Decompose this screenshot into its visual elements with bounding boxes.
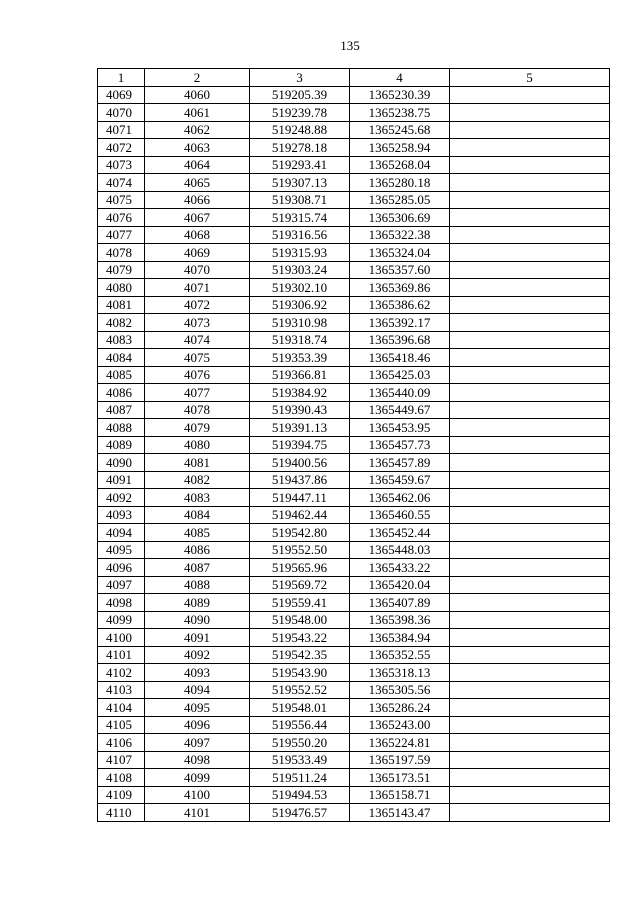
table-cell-col-5 [450, 191, 610, 209]
table-cell-col-1: 4069 [98, 86, 145, 104]
table-row [98, 104, 610, 122]
table-cell-col-3: 519565.96 [250, 559, 350, 577]
page-number: 135 [340, 38, 360, 53]
table-cell-col-4: 1365420.04 [350, 576, 450, 594]
table-row [98, 506, 610, 524]
column-header-2: 2 [145, 69, 250, 87]
table-cell-col-3: 519315.93 [250, 244, 350, 262]
table-cell-col-3: 519390.43 [250, 401, 350, 419]
table-row [98, 559, 610, 577]
table-row [98, 296, 610, 314]
column-header-3: 3 [250, 69, 350, 87]
table-cell-col-5 [450, 156, 610, 174]
table-cell-col-4: 1365440.09 [350, 384, 450, 402]
table-cell-col-1: 4095 [98, 541, 145, 559]
table-cell-col-5 [450, 664, 610, 682]
table-cell-col-2: 4079 [145, 419, 250, 437]
header-row [98, 69, 610, 87]
table-row [98, 524, 610, 542]
table-cell-col-2: 4076 [145, 366, 250, 384]
table-row [98, 121, 610, 139]
table-cell-col-4: 1365280.18 [350, 174, 450, 192]
table-cell-col-5 [450, 751, 610, 769]
table-cell-col-3: 519366.81 [250, 366, 350, 384]
table-cell-col-4: 1365459.67 [350, 471, 450, 489]
table-row [98, 314, 610, 332]
table-cell-col-4: 1365245.68 [350, 121, 450, 139]
table-cell-col-4: 1365357.60 [350, 261, 450, 279]
table-cell-col-4: 1365392.17 [350, 314, 450, 332]
table-cell-col-4: 1365243.00 [350, 716, 450, 734]
table-row [98, 769, 610, 787]
table-cell-col-1: 4108 [98, 769, 145, 787]
table-row [98, 139, 610, 157]
table-cell-col-2: 4087 [145, 559, 250, 577]
table-cell-col-3: 519476.57 [250, 804, 350, 822]
table-cell-col-2: 4101 [145, 804, 250, 822]
table-cell-col-4: 1365158.71 [350, 786, 450, 804]
table-cell-col-4: 1365369.86 [350, 279, 450, 297]
table-cell-col-1: 4081 [98, 296, 145, 314]
table-cell-col-5 [450, 506, 610, 524]
table-cell-col-1: 4082 [98, 314, 145, 332]
table-cell-col-1: 4094 [98, 524, 145, 542]
table-cell-col-2: 4078 [145, 401, 250, 419]
table-cell-col-3: 519569.72 [250, 576, 350, 594]
table-cell-col-2: 4060 [145, 86, 250, 104]
table-cell-col-2: 4068 [145, 226, 250, 244]
table-cell-col-3: 519293.41 [250, 156, 350, 174]
table-cell-col-3: 519318.74 [250, 331, 350, 349]
table-cell-col-4: 1365305.56 [350, 681, 450, 699]
table-cell-col-5 [450, 121, 610, 139]
table-row [98, 664, 610, 682]
table-cell-col-1: 4104 [98, 699, 145, 717]
table-cell-col-1: 4083 [98, 331, 145, 349]
table-cell-col-5 [450, 769, 610, 787]
table-cell-col-2: 4081 [145, 454, 250, 472]
table-cell-col-2: 4098 [145, 751, 250, 769]
column-header-5: 5 [450, 69, 610, 87]
table-cell-col-5 [450, 331, 610, 349]
table-cell-col-4: 1365433.22 [350, 559, 450, 577]
table-cell-col-1: 4078 [98, 244, 145, 262]
table-cell-col-2: 4072 [145, 296, 250, 314]
table-cell-col-5 [450, 681, 610, 699]
table-cell-col-3: 519542.35 [250, 646, 350, 664]
table-row [98, 349, 610, 367]
table-cell-col-3: 519543.22 [250, 629, 350, 647]
table-cell-col-3: 519542.80 [250, 524, 350, 542]
table-cell-col-3: 519315.74 [250, 209, 350, 227]
table-cell-col-5 [450, 104, 610, 122]
table-cell-col-2: 4075 [145, 349, 250, 367]
table-cell-col-5 [450, 174, 610, 192]
table-row [98, 244, 610, 262]
table-cell-col-4: 1365425.03 [350, 366, 450, 384]
table-cell-col-4: 1365322.38 [350, 226, 450, 244]
table-row [98, 471, 610, 489]
table-cell-col-4: 1365386.62 [350, 296, 450, 314]
table-row [98, 454, 610, 472]
table-cell-col-1: 4103 [98, 681, 145, 699]
table-cell-col-3: 519548.01 [250, 699, 350, 717]
table-cell-col-4: 1365452.44 [350, 524, 450, 542]
table-cell-col-1: 4076 [98, 209, 145, 227]
table-cell-col-3: 519248.88 [250, 121, 350, 139]
table-cell-col-4: 1365318.13 [350, 664, 450, 682]
table-cell-col-3: 519552.50 [250, 541, 350, 559]
table-row [98, 174, 610, 192]
table-row [98, 489, 610, 507]
table-cell-col-1: 4093 [98, 506, 145, 524]
table-row [98, 646, 610, 664]
table-cell-col-4: 1365448.03 [350, 541, 450, 559]
table-row [98, 541, 610, 559]
table-cell-col-5 [450, 559, 610, 577]
table-cell-col-1: 4085 [98, 366, 145, 384]
table-cell-col-5 [450, 541, 610, 559]
table-cell-col-4: 1365173.51 [350, 769, 450, 787]
table-cell-col-3: 519307.13 [250, 174, 350, 192]
table-cell-col-5 [450, 471, 610, 489]
column-header-1: 1 [98, 69, 145, 87]
table-cell-col-5 [450, 611, 610, 629]
table-cell-col-1: 4074 [98, 174, 145, 192]
table-cell-col-4: 1365143.47 [350, 804, 450, 822]
table-row [98, 226, 610, 244]
table-row [98, 331, 610, 349]
table-cell-col-1: 4106 [98, 734, 145, 752]
table-cell-col-4: 1365324.04 [350, 244, 450, 262]
table-cell-col-3: 519400.56 [250, 454, 350, 472]
table-cell-col-5 [450, 629, 610, 647]
table-cell-col-4: 1365224.81 [350, 734, 450, 752]
table-row [98, 734, 610, 752]
table-cell-col-2: 4100 [145, 786, 250, 804]
table-cell-col-3: 519384.92 [250, 384, 350, 402]
table-cell-col-1: 4110 [98, 804, 145, 822]
table-cell-col-3: 519308.71 [250, 191, 350, 209]
table-cell-col-1: 4070 [98, 104, 145, 122]
table-cell-col-5 [450, 279, 610, 297]
table-cell-col-1: 4073 [98, 156, 145, 174]
table-cell-col-5 [450, 454, 610, 472]
table-cell-col-4: 1365449.67 [350, 401, 450, 419]
table-row [98, 209, 610, 227]
table-cell-col-3: 519447.11 [250, 489, 350, 507]
table-cell-col-1: 4092 [98, 489, 145, 507]
table-cell-col-1: 4105 [98, 716, 145, 734]
table-cell-col-2: 4089 [145, 594, 250, 612]
table-cell-col-1: 4086 [98, 384, 145, 402]
table-row [98, 629, 610, 647]
table-cell-col-5 [450, 86, 610, 104]
table-cell-col-5 [450, 786, 610, 804]
table-cell-col-4: 1365384.94 [350, 629, 450, 647]
table-cell-col-4: 1365457.73 [350, 436, 450, 454]
table-cell-col-2: 4074 [145, 331, 250, 349]
table-cell-col-1: 4107 [98, 751, 145, 769]
table-cell-col-2: 4064 [145, 156, 250, 174]
table-row [98, 384, 610, 402]
table-cell-col-5 [450, 576, 610, 594]
table-cell-col-1: 4101 [98, 646, 145, 664]
table-cell-col-4: 1365197.59 [350, 751, 450, 769]
table-cell-col-5 [450, 384, 610, 402]
table-cell-col-4: 1365407.89 [350, 594, 450, 612]
table-cell-col-2: 4097 [145, 734, 250, 752]
table-cell-col-5 [450, 226, 610, 244]
table-cell-col-2: 4091 [145, 629, 250, 647]
table-cell-col-4: 1365285.05 [350, 191, 450, 209]
table-cell-col-5 [450, 296, 610, 314]
table-row [98, 611, 610, 629]
table-cell-col-5 [450, 436, 610, 454]
table-cell-col-3: 519559.41 [250, 594, 350, 612]
table-cell-col-3: 519494.53 [250, 786, 350, 804]
table-cell-col-3: 519353.39 [250, 349, 350, 367]
table-cell-col-4: 1365230.39 [350, 86, 450, 104]
table-row [98, 261, 610, 279]
table-cell-col-3: 519550.20 [250, 734, 350, 752]
table-cell-col-3: 519310.98 [250, 314, 350, 332]
table-cell-col-2: 4073 [145, 314, 250, 332]
table-cell-col-2: 4093 [145, 664, 250, 682]
table-row [98, 804, 610, 822]
table-cell-col-4: 1365457.89 [350, 454, 450, 472]
table-cell-col-1: 4100 [98, 629, 145, 647]
table-cell-col-5 [450, 699, 610, 717]
table-cell-col-1: 4109 [98, 786, 145, 804]
table-row [98, 279, 610, 297]
table-cell-col-5 [450, 366, 610, 384]
table-cell-col-4: 1365268.04 [350, 156, 450, 174]
table-cell-col-2: 4077 [145, 384, 250, 402]
table-cell-col-4: 1365453.95 [350, 419, 450, 437]
table-cell-col-5 [450, 261, 610, 279]
table-cell-col-4: 1365258.94 [350, 139, 450, 157]
table-row [98, 401, 610, 419]
table-cell-col-1: 4084 [98, 349, 145, 367]
table-cell-col-2: 4062 [145, 121, 250, 139]
table-cell-col-5 [450, 139, 610, 157]
table-cell-col-2: 4065 [145, 174, 250, 192]
table-cell-col-2: 4088 [145, 576, 250, 594]
table-cell-col-4: 1365462.06 [350, 489, 450, 507]
table-cell-col-5 [450, 716, 610, 734]
table-cell-col-4: 1365396.68 [350, 331, 450, 349]
table-cell-col-4: 1365286.24 [350, 699, 450, 717]
table-cell-col-1: 4071 [98, 121, 145, 139]
table-cell-col-1: 4088 [98, 419, 145, 437]
table-row [98, 366, 610, 384]
table-cell-col-2: 4083 [145, 489, 250, 507]
table-cell-col-5 [450, 209, 610, 227]
table-cell-col-5 [450, 314, 610, 332]
table-cell-col-3: 519205.39 [250, 86, 350, 104]
table-cell-col-5 [450, 646, 610, 664]
table-row [98, 86, 610, 104]
table-cell-col-2: 4086 [145, 541, 250, 559]
table-row [98, 436, 610, 454]
table-cell-col-3: 519552.52 [250, 681, 350, 699]
table-cell-col-4: 1365238.75 [350, 104, 450, 122]
table-cell-col-3: 519239.78 [250, 104, 350, 122]
table-row [98, 681, 610, 699]
table-row [98, 419, 610, 437]
table-cell-col-2: 4063 [145, 139, 250, 157]
table-cell-col-3: 519394.75 [250, 436, 350, 454]
table-cell-col-1: 4080 [98, 279, 145, 297]
table-cell-col-1: 4099 [98, 611, 145, 629]
coordinates-table [97, 68, 610, 822]
table-cell-col-5 [450, 349, 610, 367]
table-cell-col-1: 4079 [98, 261, 145, 279]
table-cell-col-1: 4075 [98, 191, 145, 209]
table-cell-col-1: 4098 [98, 594, 145, 612]
table-cell-col-3: 519533.49 [250, 751, 350, 769]
table-cell-col-2: 4090 [145, 611, 250, 629]
table-cell-col-2: 4067 [145, 209, 250, 227]
table-cell-col-5 [450, 734, 610, 752]
table-cell-col-1: 4091 [98, 471, 145, 489]
table-cell-col-4: 1365352.55 [350, 646, 450, 664]
table-cell-col-2: 4092 [145, 646, 250, 664]
table-row [98, 699, 610, 717]
table-cell-col-2: 4084 [145, 506, 250, 524]
table-cell-col-2: 4061 [145, 104, 250, 122]
table-cell-col-4: 1365460.55 [350, 506, 450, 524]
table-cell-col-2: 4085 [145, 524, 250, 542]
table-cell-col-5 [450, 419, 610, 437]
table-cell-col-3: 519302.10 [250, 279, 350, 297]
table-cell-col-3: 519316.56 [250, 226, 350, 244]
table-cell-col-1: 4096 [98, 559, 145, 577]
table-row [98, 191, 610, 209]
table-cell-col-2: 4069 [145, 244, 250, 262]
table-cell-col-2: 4094 [145, 681, 250, 699]
table-cell-col-4: 1365398.36 [350, 611, 450, 629]
table-cell-col-5 [450, 524, 610, 542]
table-cell-col-2: 4066 [145, 191, 250, 209]
table-cell-col-3: 519548.00 [250, 611, 350, 629]
table-cell-col-3: 519543.90 [250, 664, 350, 682]
table-cell-col-3: 519511.24 [250, 769, 350, 787]
table-cell-col-4: 1365418.46 [350, 349, 450, 367]
table-cell-col-5 [450, 594, 610, 612]
table-cell-col-2: 4080 [145, 436, 250, 454]
table-cell-col-1: 4102 [98, 664, 145, 682]
table-row [98, 576, 610, 594]
table-row [98, 156, 610, 174]
table-cell-col-2: 4096 [145, 716, 250, 734]
table-cell-col-1: 4097 [98, 576, 145, 594]
column-header-4: 4 [350, 69, 450, 87]
table-cell-col-3: 519462.44 [250, 506, 350, 524]
table-cell-col-2: 4070 [145, 261, 250, 279]
table-row [98, 786, 610, 804]
table-cell-col-1: 4072 [98, 139, 145, 157]
table-cell-col-2: 4095 [145, 699, 250, 717]
table-cell-col-3: 519303.24 [250, 261, 350, 279]
table-cell-col-1: 4090 [98, 454, 145, 472]
table-body [98, 86, 610, 821]
table-cell-col-4: 1365306.69 [350, 209, 450, 227]
table-cell-col-3: 519306.92 [250, 296, 350, 314]
table-cell-col-3: 519278.18 [250, 139, 350, 157]
table-cell-col-1: 4089 [98, 436, 145, 454]
table-cell-col-2: 4099 [145, 769, 250, 787]
table-row [98, 594, 610, 612]
table-cell-col-3: 519556.44 [250, 716, 350, 734]
table-cell-col-1: 4077 [98, 226, 145, 244]
table-cell-col-3: 519391.13 [250, 419, 350, 437]
table-cell-col-1: 4087 [98, 401, 145, 419]
table-cell-col-5 [450, 804, 610, 822]
table-cell-col-3: 519437.86 [250, 471, 350, 489]
table-row [98, 751, 610, 769]
table-row [98, 716, 610, 734]
table-cell-col-5 [450, 401, 610, 419]
table-cell-col-5 [450, 489, 610, 507]
table-cell-col-2: 4071 [145, 279, 250, 297]
table-cell-col-2: 4082 [145, 471, 250, 489]
table-cell-col-5 [450, 244, 610, 262]
